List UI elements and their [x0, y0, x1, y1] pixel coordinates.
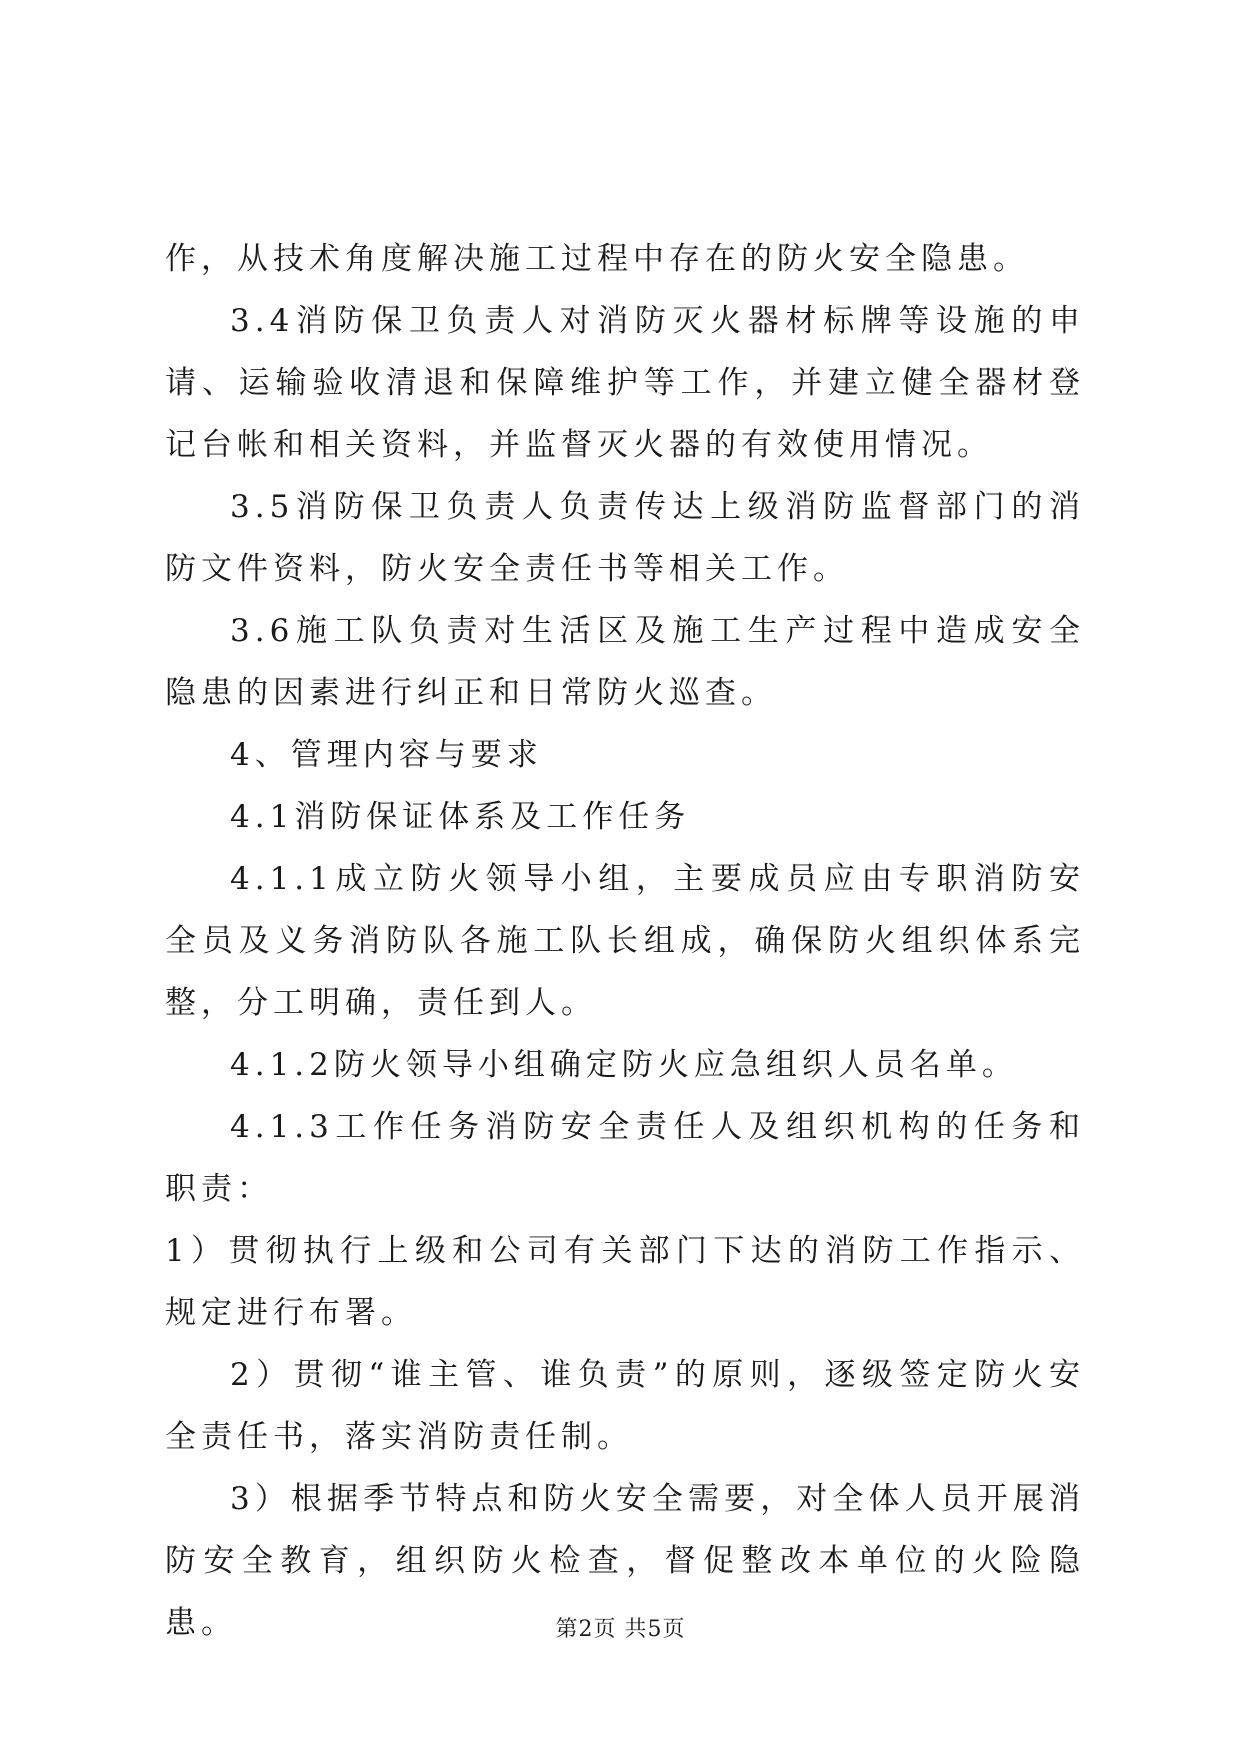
list-item-2: 2）贯彻“谁主管、谁负责”的原则，逐级签定防火安全责任书，落实消防责任制。: [165, 1357, 1085, 1455]
paragraph-3-6: 3.6施工队负责对生活区及施工生产过程中造成安全隐患的因素进行纠正和日常防火巡查。: [165, 613, 1085, 711]
section-heading-4-1: 4.1消防保证体系及工作任务: [230, 799, 691, 835]
paragraph-4-1-2: 4.1.2防火领导小组确定防火应急组织人员名单。: [230, 1047, 1018, 1083]
document-body: [165, 228, 1085, 1654]
paragraph-continuation: 作，从技术角度解决施工过程中存在的防火安全隐患。: [165, 241, 1029, 277]
page-number-footer: 第2页 共5页: [555, 1617, 686, 1642]
paragraph-3-5: 3.5消防保卫负责人负责传达上级消防监督部门的消防文件资料，防火安全责任书等相关工作。: [165, 489, 1085, 587]
paragraph-4-1-1: 4.1.1成立防火领导小组，主要成员应由专职消防安全员及义务消防队各施工队长组成，确保防火组织体系完整，分工明确，责任到人。: [165, 861, 1085, 1021]
section-heading-4: 4、管理内容与要求: [230, 737, 543, 773]
paragraph-3-4: 3.4消防保卫负责人对消防灭火器材标牌等设施的申请、运输验收清退和保障维护等工作，并建立健全器材登记台帐和相关资料，并监督灭火器的有效使用情况。: [165, 303, 1085, 463]
list-item-1: 1）贯彻执行上级和公司有关部门下达的消防工作指示、规定进行布署。: [165, 1233, 1085, 1331]
paragraph-4-1-3: 4.1.3工作任务消防安全责任人及组织机构的任务和职责：: [165, 1109, 1085, 1207]
list-item-3: 3）根据季节特点和防火安全需要，对全体人员开展消防安全教育，组织防火检查，督促整改本单位的火险隐患。: [165, 1481, 1085, 1641]
